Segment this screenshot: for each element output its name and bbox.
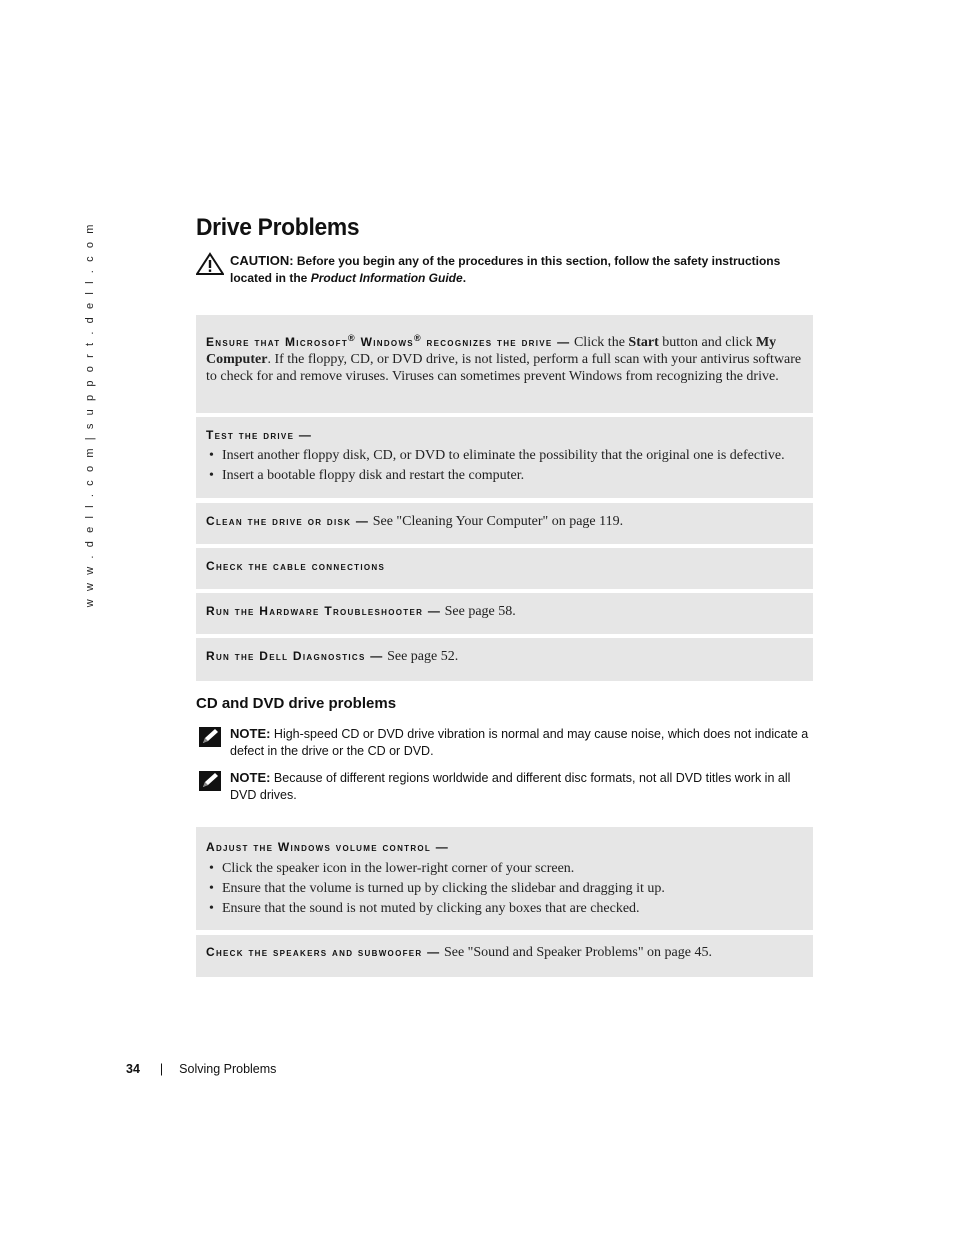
my-computer-ref: My Computer <box>206 335 777 367</box>
box-clean-drive <box>196 503 813 544</box>
box-check-cables <box>196 548 813 589</box>
footer-separator: | <box>159 1062 164 1076</box>
start-button-ref: Start <box>628 335 659 350</box>
note-vibration <box>196 725 811 760</box>
box-dell-diagnostics <box>196 638 813 681</box>
test-drive-list <box>206 446 803 486</box>
box-ensure-text: Click the <box>570 335 629 350</box>
volume-list <box>206 859 803 919</box>
box-ensure-head: Ensure that Microsoft® Windows® recognizes the drive — <box>206 333 571 349</box>
note-pencil-icon <box>199 771 221 791</box>
footer-section: Solving Problems <box>179 1062 277 1076</box>
box-ensure-text-2: button and <box>658 335 722 350</box>
caution-text-end: . <box>462 271 467 285</box>
note-text: Because of different regions worldwide and different disc formats, not all DVD titles work in all DVD drives. <box>230 771 791 802</box>
box-test-drive <box>196 417 813 498</box>
caution-text: Before you begin any of the procedures in this section, follow the safety instructions <box>296 254 781 268</box>
list-item: • Click the speaker icon in the lower-right corner of your screen. <box>222 859 803 879</box>
box-hardware-troubleshooter <box>196 593 813 634</box>
box-speakers-text: See "Sound and Speaker Problems" on page 45. <box>440 945 712 960</box>
page-footer <box>126 1062 276 1076</box>
box-hw-text: See page 58. <box>441 604 516 619</box>
box-clean-text: See "Cleaning Your Computer" on page 119. <box>369 514 624 529</box>
list-item: • Insert another floppy disk, CD, or DVD to eliminate the possibility that the original one is defective. <box>222 446 803 466</box>
caution-label: CAUTION: <box>230 253 294 268</box>
box-volume-head: Adjust the Windows volume control — <box>206 840 450 854</box>
note-label: NOTE: <box>230 726 271 741</box>
box-test-head: Test the drive — <box>206 428 313 442</box>
caution-block <box>196 252 796 287</box>
box-ensure-text-4: . If the floppy, CD, or DVD drive, is not listed, perform a full scan with your antivirus software to check for and remove viruses. Viruses can sometimes prevent Windows from recognizing the drive. <box>206 352 802 384</box>
box-clean-head: Clean the drive or disk — <box>206 514 370 528</box>
box-volume-control <box>196 827 813 930</box>
box-diag-head: Run the Dell Diagnostics — <box>206 649 384 663</box>
list-item: • Insert a bootable floppy disk and restart the computer. <box>222 466 803 486</box>
note-text: High-speed CD or DVD drive vibration is normal and may cause noise, which does not indicate a defect in the drive or the CD or DVD. <box>230 727 809 758</box>
section-subtitle: CD and DVD drive problems <box>196 695 397 712</box>
box-ensure-text-3: click <box>725 335 756 350</box>
page-number: 34 <box>126 1062 140 1076</box>
box-ensure-windows <box>196 315 813 413</box>
box-speakers-head: Check the speakers and subwoofer — <box>206 945 441 959</box>
side-url: w w w . d e l l . c o m | s u p p o r t . d e l l . c o m <box>84 222 96 608</box>
list-item: • Ensure that the sound is not muted by clicking any boxes that are checked. <box>222 899 803 919</box>
note-label: NOTE: <box>230 770 271 785</box>
caution-icon <box>196 252 224 276</box>
box-cable-head: Check the cable connections <box>206 559 386 573</box>
note-pencil-icon <box>199 727 221 747</box>
box-hw-head: Run the Hardware Troubleshooter — <box>206 604 442 618</box>
box-diag-text: See page 52. <box>383 649 459 664</box>
note-dvd-regions <box>196 769 811 804</box>
caution-guide-name: Product Information Guide <box>310 271 463 285</box>
box-speakers <box>196 935 813 977</box>
caution-text-2: located in the <box>230 271 311 285</box>
list-item: • Ensure that the volume is turned up by clicking the slidebar and dragging it up. <box>222 879 803 899</box>
page-title: Drive Problems <box>196 214 360 241</box>
caution-line-2 <box>196 270 796 287</box>
caution-line-1 <box>196 252 796 270</box>
